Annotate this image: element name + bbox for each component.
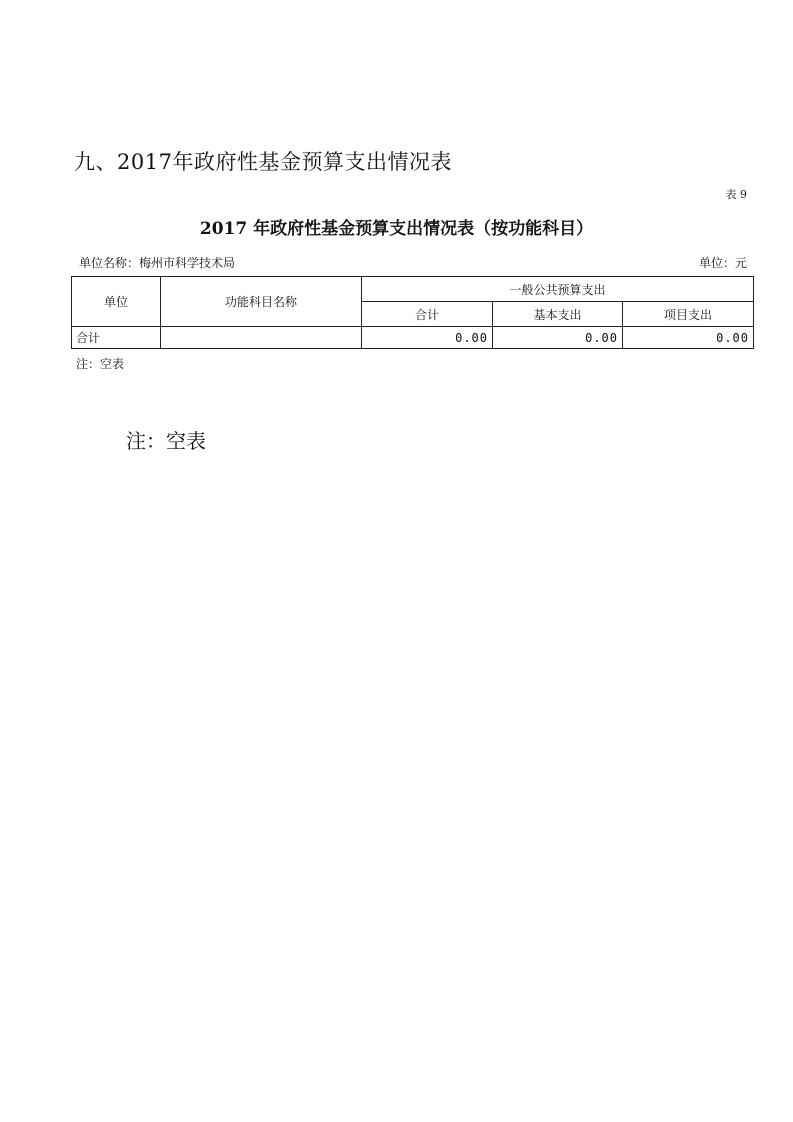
header-total: 合计 (362, 302, 493, 327)
header-function-subject: 功能科目名称 (161, 277, 362, 327)
cell-total: 0.00 (362, 327, 493, 349)
table-row (72, 327, 754, 349)
table-note: 注：空表 (76, 357, 125, 371)
cell-unit: 合计 (72, 327, 161, 349)
cell-function-subject (161, 327, 362, 349)
section-heading: 九、2017年政府性基金预算支出情况表 (74, 150, 452, 174)
header-basic: 基本支出 (493, 302, 623, 327)
budget-table (71, 276, 754, 349)
page-note: 注：空表 (126, 429, 206, 453)
header-general-budget: 一般公共预算支出 (362, 277, 754, 302)
cell-basic: 0.00 (493, 327, 623, 349)
unit-name: 单位名称：梅州市科学技术局 (79, 256, 236, 270)
table-number: 表 9 (725, 188, 747, 201)
header-project: 项目支出 (623, 302, 754, 327)
currency-unit: 单位：元 (698, 256, 747, 270)
header-unit: 单位 (72, 277, 161, 327)
table-title: 2017 年政府性基金预算支出情况表（按功能科目） (199, 219, 594, 239)
cell-project: 0.00 (623, 327, 754, 349)
table-header-row (72, 277, 754, 302)
